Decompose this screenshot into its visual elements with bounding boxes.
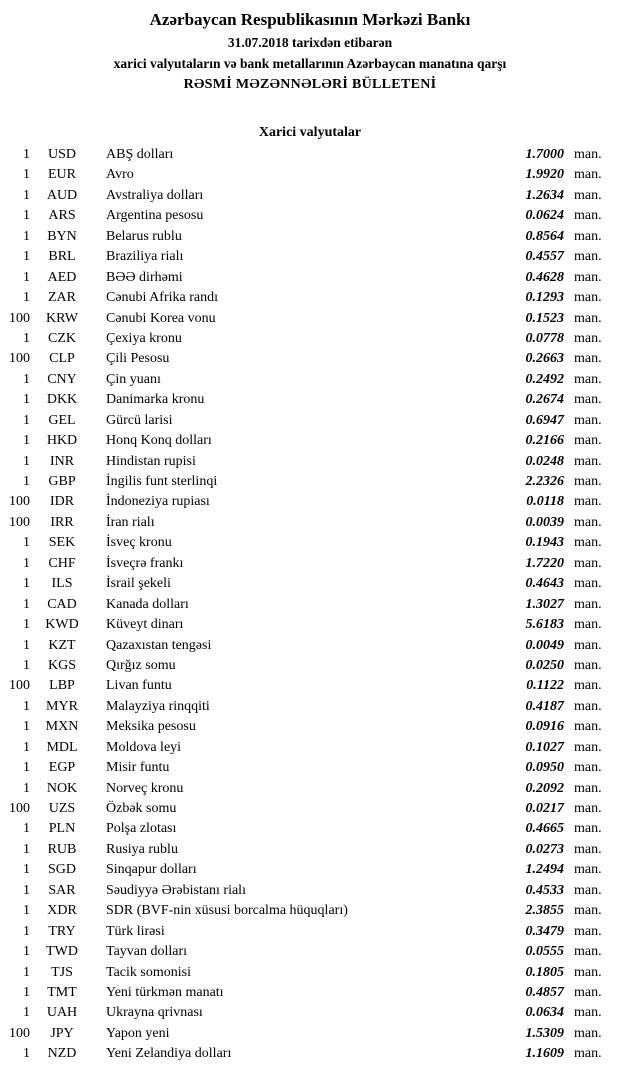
currency-row [0, 452, 620, 472]
currency-quantity: 1 [23, 147, 30, 162]
currency-rate: 0.1805 [525, 964, 564, 980]
currency-rate: 0.2674 [525, 392, 564, 408]
currency-quantity: 1 [23, 208, 30, 224]
currency-unit: man. [574, 433, 602, 449]
currency-row [0, 738, 620, 758]
currency-name: Danimarka kronu [106, 392, 205, 408]
currency-rate: 1.7220 [525, 555, 564, 571]
currency-code: HKD [46, 433, 78, 449]
currency-row [0, 758, 620, 778]
currency-unit: man. [574, 269, 602, 285]
currency-row [0, 165, 620, 185]
currency-rate: 0.4187 [525, 698, 564, 714]
currency-unit: man. [574, 494, 602, 510]
currency-unit: man. [574, 351, 602, 367]
currency-row [0, 636, 620, 656]
currency-code: GEL [48, 412, 76, 428]
currency-unit: man. [574, 249, 602, 265]
currency-row [0, 370, 620, 390]
currency-unit: man. [574, 698, 602, 714]
currency-code: SEK [48, 535, 76, 551]
currency-name: Yapon yeni [106, 1025, 170, 1041]
currency-quantity: 1 [23, 290, 30, 306]
currency-quantity: 1 [23, 371, 30, 387]
currency-code: IDR [49, 494, 75, 510]
currency-row [0, 942, 620, 962]
currency-row [0, 492, 620, 512]
currency-rate: 1.2634 [525, 187, 564, 203]
currency-unit: man. [574, 412, 602, 428]
currency-rate: 0.0624 [525, 208, 564, 224]
currency-row [0, 206, 620, 226]
currency-name: Çexiya kronu [106, 330, 182, 346]
currency-row [0, 268, 620, 288]
currency-quantity: 1 [23, 433, 30, 449]
currency-name: Yeni türkmən manatı [106, 984, 224, 1000]
currency-quantity: 1 [23, 453, 30, 469]
currency-unit: man. [574, 1046, 602, 1062]
currency-rate: 0.4665 [525, 821, 564, 837]
currency-rate: 5.6183 [525, 617, 564, 633]
currency-row [0, 676, 620, 696]
currency-rate: 0.4557 [525, 249, 564, 265]
bank-name-title: Azərbaycan Respublikasının Mərkəzi Bankı [149, 10, 471, 29]
currency-code: SGD [47, 862, 76, 878]
currency-row [0, 922, 620, 942]
currency-rate: 0.0950 [525, 760, 564, 776]
currency-name: Səudiyyə Ərəbistanı rialı [106, 882, 246, 898]
currency-code: IRR [50, 514, 74, 530]
currency-code: INR [49, 453, 75, 469]
currency-rate: 1.5309 [525, 1025, 564, 1041]
currency-name: Belarus rublu [106, 228, 182, 244]
currency-quantity: 100 [9, 310, 30, 326]
currency-quantity: 1 [23, 780, 30, 796]
currency-unit: man. [574, 923, 602, 939]
currency-code: CNY [47, 371, 77, 387]
currency-unit: man. [574, 739, 602, 755]
currency-row [0, 1003, 620, 1023]
currency-quantity: 1 [23, 760, 30, 776]
currency-code: PLN [48, 821, 76, 837]
currency-name: Cənubi Afrika randı [106, 290, 218, 306]
currency-row [0, 615, 620, 635]
currency-unit: man. [574, 678, 602, 694]
currency-unit: man. [574, 555, 602, 571]
currency-unit: man. [574, 801, 602, 816]
currency-rate: 0.1293 [525, 290, 564, 306]
currency-code: GBP [48, 474, 76, 489]
currency-row [0, 411, 620, 431]
currency-rate: 1.2494 [525, 862, 564, 878]
currency-row [0, 309, 620, 329]
currency-rate: 0.0555 [525, 944, 564, 960]
currency-quantity: 1 [23, 535, 30, 551]
currency-name: Braziliya rialı [106, 249, 184, 265]
currency-code: TRY [48, 923, 76, 939]
currency-quantity: 100 [9, 351, 30, 367]
currency-name: Gürcü larisi [106, 412, 173, 428]
currency-unit: man. [574, 719, 602, 735]
currency-name: İngilis funt sterlinqi [106, 474, 218, 489]
currency-quantity: 1 [23, 841, 30, 857]
currency-code: EGP [48, 760, 76, 776]
currency-name: Qazaxıstan tengəsi [106, 637, 212, 653]
currency-rate: 0.4857 [525, 984, 564, 1000]
currency-name: Honq Konq dolları [106, 433, 212, 449]
currency-quantity: 100 [9, 494, 30, 510]
currency-name: Türk lirəsi [106, 923, 165, 939]
currency-name: SDR (BVF-nin xüsusi borcalma hüquqları) [106, 903, 348, 919]
currency-unit: man. [574, 187, 602, 203]
currency-unit: man. [574, 841, 602, 857]
bulletin-subtitle: xarici valyutaların və bank metallarının Azərbaycan manatına qarşı [113, 56, 507, 71]
currency-name: İsveçrə frankı [106, 555, 184, 571]
currency-code: JPY [50, 1025, 74, 1041]
currency-code: AED [47, 269, 77, 285]
currency-name: Polşa zlotası [106, 821, 177, 837]
currency-row [0, 574, 620, 594]
currency-row [0, 1044, 620, 1064]
currency-rate: 0.6947 [525, 412, 564, 428]
currency-rate: 1.3027 [525, 596, 564, 612]
currency-rate: 0.0217 [525, 801, 564, 816]
currency-code: ARS [48, 208, 76, 224]
currency-row [0, 533, 620, 553]
currency-rate: 0.1523 [525, 310, 564, 326]
currency-row [0, 901, 620, 921]
currency-name: Çili Pesosu [106, 351, 170, 367]
currency-row [0, 860, 620, 880]
currency-quantity: 1 [23, 882, 30, 898]
currency-unit: man. [574, 330, 602, 346]
currency-rate: 0.0778 [525, 330, 564, 346]
currency-unit: man. [574, 596, 602, 612]
currency-row [0, 697, 620, 717]
currency-quantity: 1 [23, 821, 30, 837]
currency-unit: man. [574, 903, 602, 919]
currency-row [0, 288, 620, 308]
currency-name: Tacik somonisi [106, 964, 191, 980]
currency-name: Moldova leyi [106, 739, 182, 755]
currency-name: Norveç kronu [106, 780, 184, 796]
effective-date-line: 31.07.2018 tarixdən etibarən [227, 35, 393, 50]
currency-rate: 0.0049 [525, 637, 564, 653]
currency-row [0, 329, 620, 349]
currency-unit: man. [574, 147, 602, 162]
currency-unit: man. [574, 514, 602, 530]
currency-code: EUR [48, 167, 76, 183]
currency-row [0, 186, 620, 206]
currency-row [0, 983, 620, 1003]
currency-rate: 0.2166 [525, 433, 564, 449]
currency-unit: man. [574, 1005, 602, 1021]
currency-code: AUD [46, 187, 78, 203]
currency-rate: 0.4628 [525, 269, 564, 285]
currency-unit: man. [574, 167, 602, 183]
currency-name: Hindistan rupisi [106, 453, 196, 469]
currency-quantity: 1 [23, 576, 30, 592]
currency-quantity: 1 [23, 249, 30, 265]
currency-rate-table [0, 145, 620, 1065]
currency-name: Cənubi Korea vonu [106, 310, 216, 326]
currency-code: CAD [47, 596, 77, 612]
currency-row [0, 717, 620, 737]
currency-name: İsrail şekeli [106, 576, 171, 592]
currency-name: Özbək somu [106, 801, 177, 816]
currency-row [0, 554, 620, 574]
currency-row [0, 779, 620, 799]
currency-code: LBP [49, 678, 75, 694]
currency-rate: 0.1943 [525, 535, 564, 551]
currency-quantity: 1 [23, 330, 30, 346]
currency-quantity: 100 [9, 801, 30, 816]
section-title-foreign-currencies: Xarici valyutalar [258, 125, 362, 140]
currency-unit: man. [574, 657, 602, 673]
currency-rate: 1.1609 [525, 1046, 564, 1062]
currency-name: BƏƏ dirhəmi [106, 269, 183, 285]
currency-row [0, 799, 620, 819]
currency-unit: man. [574, 862, 602, 878]
currency-rate: 0.0250 [525, 657, 564, 673]
currency-code: CHF [48, 555, 76, 571]
currency-code: MXN [45, 719, 79, 735]
currency-quantity: 1 [23, 596, 30, 612]
currency-code: DKK [46, 392, 78, 408]
currency-quantity: 1 [23, 392, 30, 408]
currency-row [0, 349, 620, 369]
currency-name: Argentina pesosu [106, 208, 204, 224]
currency-code: ILS [51, 576, 73, 592]
currency-rate: 0.0039 [525, 514, 564, 530]
currency-quantity: 1 [23, 698, 30, 714]
currency-quantity: 1 [23, 637, 30, 653]
currency-row [0, 656, 620, 676]
currency-rate: 0.0273 [525, 841, 564, 857]
currency-code: UZS [48, 801, 76, 816]
currency-quantity: 1 [23, 964, 30, 980]
currency-code: MDL [46, 739, 78, 755]
currency-unit: man. [574, 371, 602, 387]
currency-row [0, 1024, 620, 1044]
currency-name: Sinqapur dolları [106, 862, 197, 878]
currency-quantity: 1 [23, 412, 30, 428]
currency-rate: 0.0118 [526, 494, 564, 510]
currency-quantity: 1 [23, 739, 30, 755]
currency-code: RUB [47, 841, 77, 857]
currency-unit: man. [574, 984, 602, 1000]
currency-row [0, 247, 620, 267]
currency-code: MYR [46, 698, 78, 714]
currency-unit: man. [574, 208, 602, 224]
currency-code: CLP [49, 351, 75, 367]
currency-unit: man. [574, 964, 602, 980]
currency-rate: 0.3479 [525, 923, 564, 939]
currency-quantity: 1 [23, 187, 30, 203]
currency-rate: 2.3855 [525, 903, 564, 919]
currency-rate: 0.1027 [525, 739, 564, 755]
currency-rate: 0.2492 [525, 371, 564, 387]
currency-row [0, 840, 620, 860]
currency-rate: 0.2092 [525, 780, 564, 796]
currency-rate: 0.8564 [525, 228, 564, 244]
currency-rate: 0.0248 [525, 453, 564, 469]
currency-name: Ukrayna qrivnası [106, 1005, 203, 1021]
currency-code: ZAR [48, 290, 76, 306]
currency-unit: man. [574, 617, 602, 633]
currency-name: Kanada dolları [106, 596, 189, 612]
currency-unit: man. [574, 228, 602, 244]
currency-row [0, 595, 620, 615]
currency-name: İndoneziya rupiası [106, 494, 210, 510]
currency-code: KRW [46, 310, 78, 326]
currency-rate: 0.0634 [525, 1005, 564, 1021]
currency-name: Misir funtu [106, 760, 170, 776]
currency-rate: 0.4533 [525, 882, 564, 898]
currency-quantity: 1 [23, 903, 30, 919]
currency-name: Meksika pesosu [106, 719, 196, 735]
currency-rate: 0.2663 [525, 351, 564, 367]
currency-name: Yeni Zelandiya dolları [106, 1046, 232, 1062]
currency-code: CZK [48, 330, 76, 346]
currency-name: Malayziya rinqqiti [106, 698, 210, 714]
currency-quantity: 100 [9, 1025, 30, 1041]
bulletin-title: RƏSMİ MƏZƏNNƏLƏRİ BÜLLETENİ [183, 77, 437, 92]
currency-rate: 1.7000 [525, 147, 564, 162]
currency-quantity: 1 [23, 657, 30, 673]
currency-unit: man. [574, 780, 602, 796]
currency-quantity: 1 [23, 923, 30, 939]
currency-code: KZT [48, 637, 76, 653]
currency-quantity: 1 [23, 719, 30, 735]
currency-quantity: 1 [23, 167, 30, 183]
currency-name: İran rialı [106, 514, 155, 530]
currency-code: KWD [45, 617, 79, 633]
currency-row [0, 963, 620, 983]
currency-rate: 1.9920 [525, 167, 564, 183]
currency-name: Avro [106, 167, 134, 183]
currency-quantity: 1 [23, 984, 30, 1000]
currency-name: Qırğız somu [106, 657, 176, 673]
currency-code: TWD [46, 944, 78, 960]
currency-rate: 0.0916 [525, 719, 564, 735]
currency-code: BYN [47, 228, 77, 244]
currency-quantity: 100 [9, 514, 30, 530]
currency-quantity: 1 [23, 944, 30, 960]
currency-quantity: 1 [23, 1046, 30, 1062]
currency-unit: man. [574, 453, 602, 469]
currency-unit: man. [574, 392, 602, 408]
currency-unit: man. [574, 535, 602, 551]
currency-name: Tayvan dolları [106, 944, 188, 960]
currency-row [0, 513, 620, 533]
currency-row [0, 472, 620, 492]
currency-unit: man. [574, 944, 602, 960]
currency-unit: man. [574, 637, 602, 653]
currency-quantity: 1 [23, 269, 30, 285]
currency-name: Küveyt dinarı [106, 617, 184, 633]
currency-code: BRL [48, 249, 76, 265]
currency-quantity: 1 [23, 617, 30, 633]
currency-row [0, 431, 620, 451]
currency-quantity: 1 [23, 1005, 30, 1021]
currency-code: KGS [47, 657, 76, 673]
currency-code: TMT [47, 984, 77, 1000]
currency-rate: 0.4643 [525, 576, 564, 592]
currency-row [0, 390, 620, 410]
currency-quantity: 100 [9, 678, 30, 694]
currency-unit: man. [574, 1025, 602, 1041]
currency-unit: man. [574, 474, 602, 489]
currency-name: Çin yuanı [106, 371, 161, 387]
currency-name: İsveç kronu [106, 535, 172, 551]
currency-quantity: 1 [23, 228, 30, 244]
currency-row [0, 881, 620, 901]
currency-unit: man. [574, 760, 602, 776]
currency-unit: man. [574, 310, 602, 326]
currency-code: SAR [48, 882, 76, 898]
currency-code: UAH [46, 1005, 78, 1021]
currency-code: NOK [46, 780, 78, 796]
currency-unit: man. [574, 290, 602, 306]
currency-unit: man. [574, 821, 602, 837]
currency-rate: 0.1122 [526, 678, 564, 694]
currency-quantity: 1 [23, 862, 30, 878]
currency-unit: man. [574, 882, 602, 898]
currency-code: NZD [47, 1046, 77, 1062]
currency-unit: man. [574, 576, 602, 592]
currency-rate: 2.2326 [525, 474, 564, 489]
currency-code: TJS [51, 964, 73, 980]
currency-name: Rusiya rublu [106, 841, 178, 857]
currency-code: XDR [47, 903, 77, 919]
currency-row [0, 819, 620, 839]
currency-code: USD [47, 147, 76, 162]
currency-name: Avstraliya dolları [106, 187, 204, 203]
currency-quantity: 1 [23, 555, 30, 571]
currency-name: ABŞ dolları [106, 147, 174, 162]
currency-name: Livan funtu [106, 678, 172, 694]
currency-row [0, 227, 620, 247]
currency-row [0, 145, 620, 165]
currency-quantity: 1 [23, 474, 30, 489]
